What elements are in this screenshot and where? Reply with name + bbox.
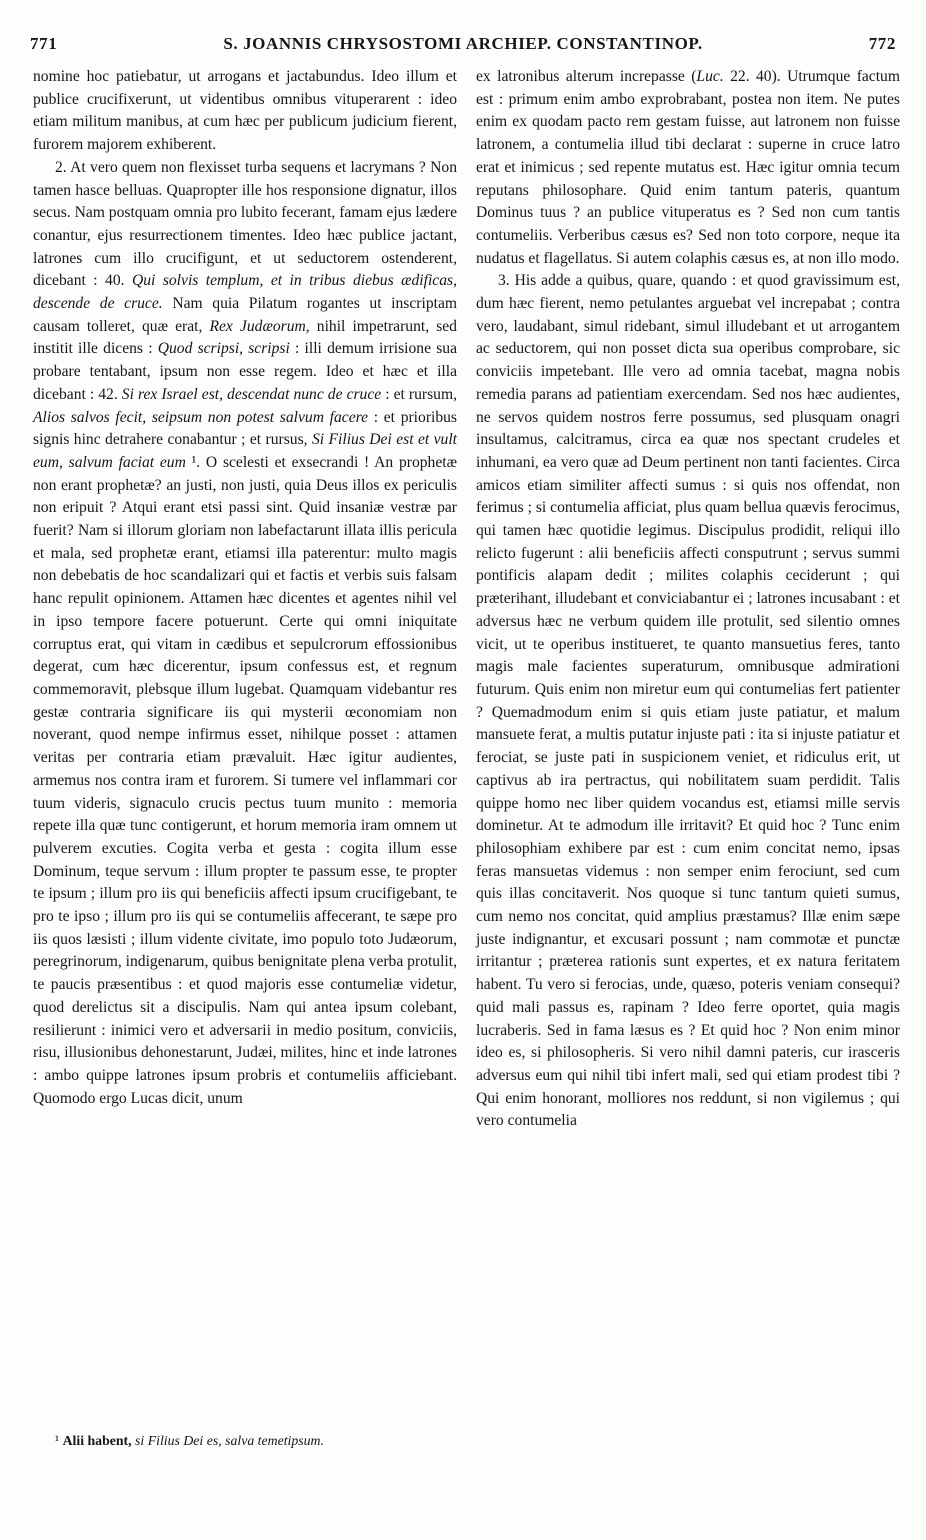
left-column — [33, 66, 457, 1110]
text-run: : et prioribus signis hinc detrahere conabantur ; et rursus, — [33, 408, 458, 449]
italic-citation: Alios salvos fecit, seipsum non potest salvum facere — [33, 408, 369, 426]
italic-citation: Qui solvis templum, et in tribus diebus ædificas, descende de cruce. — [33, 272, 457, 313]
paragraph-r1 — [476, 66, 900, 270]
italic-citation: Rex Judæorum, — [209, 317, 310, 335]
right-column — [476, 66, 900, 1133]
text-run: 3. His adde a quibus, quare, quando : et quod gravissimum est, dum hæc fierent, nemo petulantes arguebat vel increpabat ; contra vero, laudabant, simul ridebant, simul illudebant et ut arrogantem ac seductorem, qui non posset dicta sua operibus comprobare, sic conviciis impetebant. Ille vero ad omnia tacebat, magna nobis remedia parans ad patientiam exercendam. Sed nos hæc audientes, ne servos quidem nostros ferre possumus, sed plusquam onagri insultamus, calcitramus, circa ea quæ nos spectant crudeles et inhumani, ea vero quæ ad Deum pertinent non tanti facientes. Circa amicos etiam similiter affecti sumus : si quis nos offendat, non ferimus ; si contumelia afficiat, plus quam bellua quævis ferocimus, qui tamen hæc quotidie legimus. Discipulus prodidit, reliqui illo relicto fugerunt : alii beneficiis affecti consputrunt ; servus summi pontificis alapam dedit ; milites colaphis ceciderunt ; qui præterihant, illudebant et conviciabantur ei ; latrones incusabant : et adversus hæc ne verbum quidem ille protulit, sed silentio omnes vicit, ut te operibus institueret, te quanto mansuetius feres, tanto magis male facientes superaturum, omnibusque admirationi futurum. Quis enim non miretur eum qui contumelias fert patienter ? Quemadmodum enim si quis etiam juste patiatur, et malum mansuete ferat, a multis putatur injuste pati : ita si injuste patiatur et ferociat, se juste pati in suspicionem veniet, et ridiculus erit, ut captivus ab ira pertractus, qui nobilitatem suam perdidit. Talis quippe homo nec liber quidem vocandus est, etiamsi mille servis dominetur. At te admodum ille irritavit? Et quid hoc ? Tunc enim philosophiam exhibere par est : cum enim concitat nemo, ipsas feras mansuetas videmus : non semper enim ferociunt, sed cum quis illas concitaverit. Nos quoque si tunc tantum quieti sumus, cum nemo nos concitat, quid amplius præstamus? Illæ enim sæpe juste indignantur, et excusari possunt ; nam commotæ et punctæ irritantur ; præterea rationis sunt expertes, et ex natura feritatem habent. Tu vero si ferocias, unde, quæso, poteris veniam consequi? quid mali passus es, rapinam ? Ideo ferre oportet, quia magis lucraberis. Sed in fama læsus es ? Et quid hoc ? Non enim minor ideo es, si philosopheris. Si vero nihil damni pateris, cur irasceris adversus eum qui nihil tibi infert mali, sed qui etiam prodest tibi ? Qui enim honorant, molliores nos reddunt, si non vigilemus ; qui vero contumelia — [476, 272, 900, 1130]
text-run: : et rursum, — [381, 385, 458, 403]
italic-citation: Si rex Israel est, descendat nunc de cruce — [121, 385, 382, 403]
italic-citation: Quod scripsi, scripsi — [157, 340, 290, 358]
text-run: ¹. O scelesti et exsecrandi ! An prophetæ non erant prophetæ? an justi, non justi, quia Deus illos ex periculis non eripuit ? Atqui erant etsi passi sint. Quid insaniæ vestræ par fuerit? Nam si illorum gloriam non labefactarunt illata illis pericula et mala, sed prophetæ erant, etiamsi illa paterentur: multo magis non debebatis de hoc scandalizari qui et factis et verbis suis falsam hanc repulit opinionem. Attamen hæc dicentes et agentes nihil vel in ipso tempore facere potuerunt. Certe qui omni iniquitate corruptus erat, qui vitam in cædibus et sepulcrorum effossionibus degerat, cum hæc dicerentur, ipsum confessus est, et regnum commemoravit, plebsque illum lugebat. Quamquam videbantur res gestæ contraria significare iis qui mysterii œconomiam non noverant, quod nempe infirmus esset, nihilque posset : attamen veritas per contraria etiam prævaluit. Hæc igitur audientes, armemus nos contra iram et furorem. Si tumere vel inflammari cor tuum videris, signaculo crucis pectus tuum munito : memoria repete illa quæ tunc contigerunt, et horum memoria iram omnem ut pulverem excuties. Cogita verba et gesta : cogita illum esse Dominum, teque servum : illum propter te passum esse, te propter te ipsum ; illum pro iis qui beneficiis affecti ipsum crucifigebant, te pro te ipso ; illum pro iis qui se contumeliis affecerant, te sæpe pro iis quos læsisti ; illum vidente civitate, imo populo toto Judæorum, peregrinorum, indigenarum, quibus benignitate plena verba protulit, te paucis præsentibus : et quod majoris esse contumeliæ videtur, quod derelictus sit a discipulis. Nam qui antea ipsum colebant, resilierunt : inimici vero et adversarii in medio positum, conviciis, risu, illusionibus dehonestarunt, Judæi, milites, hinc et inde latrones : ambo quippe latrones ipsum probris et contumeliis afficiebant. Quomodo ergo Lucas dicit, unum — [33, 453, 457, 1107]
text-run: nomine hoc patiebatur, ut arrogans et jactabundus. Ideo illum et publice crucifixerunt, ut videntibus omnibus vituperarent : ideo etiam militum manibus, at cum hæc per publicum judicium fierent, furorem majorem exhiberent. — [33, 68, 457, 154]
italic-citation: Luc. — [696, 68, 724, 85]
paragraph-r2 — [476, 270, 900, 1133]
paragraph-l1 — [33, 66, 457, 157]
italic-citation: Si Filius Dei est et vult eum, salvum faciat eum — [33, 431, 457, 471]
footnote-mark: ¹ — [55, 1433, 60, 1448]
running-header — [30, 34, 896, 58]
left-page-number: 771 — [30, 34, 58, 53]
text-run: : illi demum irrisione sua probare tentabant, ipsum non esse regem. Ideo et hæc et illa dicebant : 42. — [33, 340, 457, 403]
footnote-text: si Filius Dei es, salva temetipsum. — [135, 1433, 324, 1448]
running-title: S. JOANNIS CHRYSOSTOMI ARCHIEP. CONSTANTINOP. — [223, 34, 703, 53]
text-run: 22. 40). Utrumque factum est : primum enim ambo exprobrabant, postea non item. Ne putes enim ex quodam pacto rem gestam fuisse, aut latronem non fuisse latronem, a contumelia illud tibi declarat : superne in cruce latro erat et inimicus ; sed repente mutatus est. Hæc igitur omnia tecum reputans philosophare. Quid enim tantum pateris, quantum Dominus tuus ? an publice vituperatus es ? Sed non cum tantis contumeliis. Verberibus cæsus es? Sed non toto corpore, neque ita nudatus et flagellatus. Si autem colaphis cæsus es, at non illo modo. — [476, 68, 900, 267]
text-run: nihil impetrarunt, sed institit ille dicens : — [33, 317, 457, 358]
text-run: Nam quia Pilatum rogantes ut inscriptam causam tolleret, quæ erat, — [33, 295, 457, 335]
right-page-number: 772 — [868, 34, 896, 53]
footnote-text: Alii habent, — [62, 1433, 136, 1448]
text-run: 2. At vero quem non flexisset turba sequens et lacrymans ? Non tamen hasce belluas. Quapropter ille hos responsione dignatur, illos secus. Nam postquam omnia pro lubito fecerant, famam ejus lædere conantur, ejus resurrectionem timentes. Ideo hæc publice jactant, latrones cum illo crucifigunt, et ut seductorem ostenderent, dicebant : 40. — [33, 158, 457, 290]
text-run: ex latronibus alterum increpasse ( — [476, 68, 697, 85]
footnote — [55, 1432, 455, 1450]
paragraph-l2 — [33, 157, 457, 1111]
